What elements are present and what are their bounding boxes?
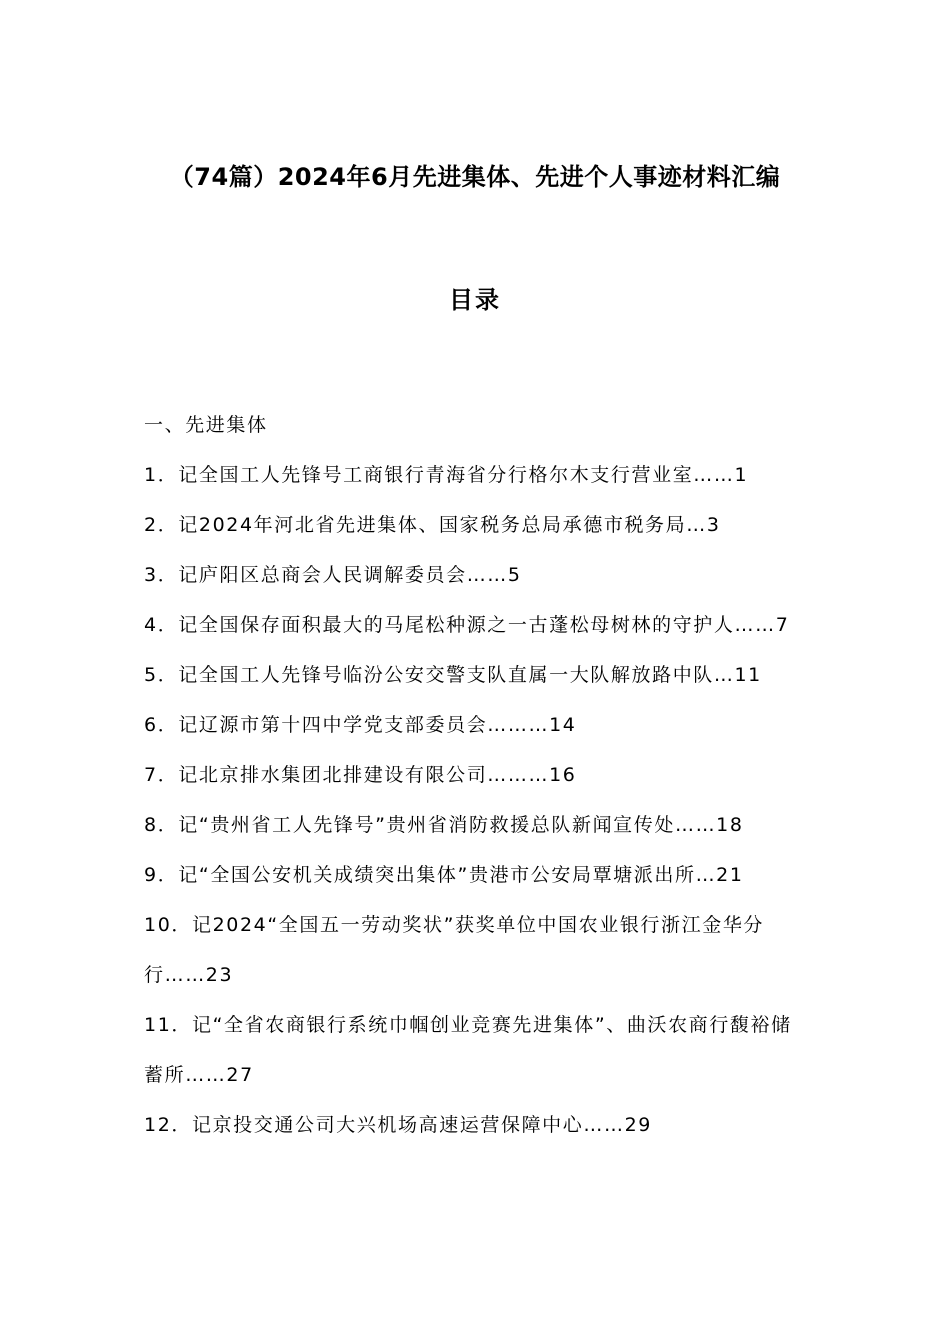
toc-list [144, 400, 806, 1150]
toc-entry[interactable]: 3．记庐阳区总商会人民调解委员会……5 [144, 564, 522, 586]
toc-entry[interactable]: 7．记北京排水集团北排建设有限公司………16 [144, 764, 577, 786]
toc-heading: 目录 [449, 286, 501, 314]
toc-entry[interactable]: 11．记“全省农商银行系统巾帼创业竞赛先进集体”、曲沃农商行馥裕储蓄所……27 [144, 1014, 792, 1086]
toc-entry[interactable]: 8．记“贵州省工人先锋号”贵州省消防救援总队新闻宣传处……18 [144, 814, 744, 836]
document-title: （74篇）2024年6月先进集体、先进个人事迹材料汇编 [169, 163, 781, 191]
toc-entry[interactable]: 2．记2024年河北省先进集体、国家税务总局承德市税务局…3 [144, 514, 721, 536]
toc-entry[interactable]: 5．记全国工人先锋号临汾公安交警支队直属一大队解放路中队…11 [144, 664, 762, 686]
toc-entry[interactable]: 1．记全国工人先锋号工商银行青海省分行格尔木支行营业室……1 [144, 464, 749, 486]
toc-entry[interactable]: 12．记京投交通公司大兴机场高速运营保障中心……29 [144, 1114, 652, 1136]
toc-entry[interactable]: 9．记“全国公安机关成绩突出集体”贵港市公安局覃塘派出所…21 [144, 864, 744, 886]
toc-entry[interactable]: 10．记2024“全国五一劳动奖状”获奖单位中国农业银行浙江金华分行……23 [144, 914, 765, 986]
toc-section-heading: 一、先进集体 [144, 414, 268, 436]
toc-entry[interactable]: 4．记全国保存面积最大的马尾松种源之一古蓬松母树林的守护人……7 [144, 614, 790, 636]
toc-entry[interactable]: 6．记辽源市第十四中学党支部委员会………14 [144, 714, 577, 736]
